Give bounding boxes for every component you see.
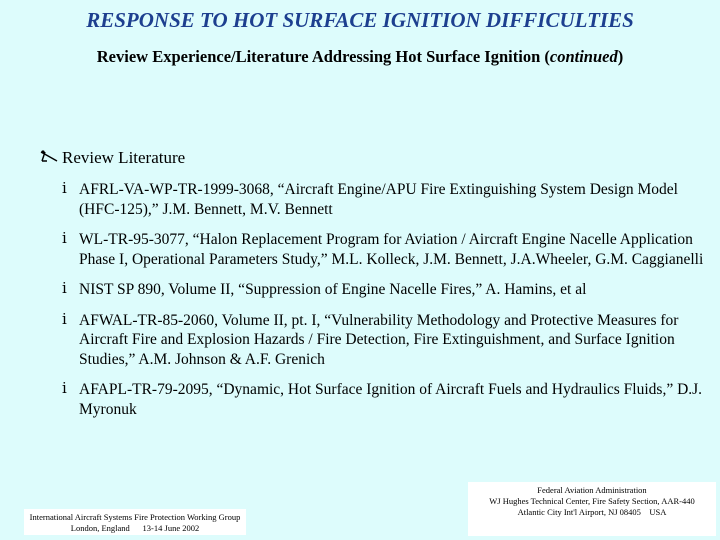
reference-text: AFRL-VA-WP-TR-1999-3068, “Aircraft Engine/APU Fire Extinguishing System Design Model (HFC-125),” J.M. Bennett, M.V. Bennett	[79, 181, 678, 218]
footer-left-line2: London, England 13-14 June 2002	[70, 523, 200, 533]
list-item	[62, 180, 712, 219]
small-bullet-icon: ⅰ	[62, 281, 67, 297]
subtitle-main: Review Experience/Literature Addressing Hot Surface Ignition (	[96, 47, 550, 66]
footer-right-line2: WJ Hughes Technical Center, Fire Safety Section, AAR-440	[489, 496, 695, 506]
list-item	[62, 380, 712, 419]
subtitle-italic: continued	[549, 47, 618, 66]
slide-title: RESPONSE TO HOT SURFACE IGNITION DIFFICULTIES	[86, 8, 634, 32]
footer-left	[24, 509, 246, 535]
section-heading	[40, 148, 185, 168]
footer-right-line3: Atlantic City Int'l Airport, NJ 08405 USA	[517, 507, 667, 517]
reference-list	[62, 180, 712, 430]
list-item	[62, 280, 712, 300]
footer-right-line1: Federal Aviation Administration	[537, 485, 647, 495]
reference-text: NIST SP 890, Volume II, “Suppression of Engine Nacelle Fires,” A. Hamins, et al	[79, 281, 587, 298]
reference-text: AFWAL-TR-85-2060, Volume II, pt. I, “Vulnerability Methodology and Protective Measures for Aircraft Fire and Explosion Hazards / Fire Detection, Fire Extinguishment, and Surface Ignition Studies,” A.M. Johnson & A.F. Grenich	[79, 311, 679, 368]
section-label: Review Literature	[62, 148, 186, 167]
reference-text: WL-TR-95-3077, “Halon Replacement Program for Aviation / Aircraft Engine Nacelle Application Phase I, Operational Parameters Study,” M.L. Kolleck, J.M. Bennett, J.A.Wheeler, G.M. Caggianelli	[79, 231, 704, 268]
small-bullet-icon: ⅰ	[62, 181, 67, 197]
footer-left-line1: International Aircraft Systems Fire Protection Working Group	[29, 512, 241, 522]
reference-text: AFAPL-TR-79-2095, “Dynamic, Hot Surface Ignition of Aircraft Fuels and Hydraulics Fluids,” D.J. Myronuk	[79, 381, 703, 418]
slide-subtitle	[0, 47, 720, 67]
pen-nib-icon	[40, 149, 62, 168]
list-item	[62, 311, 712, 370]
small-bullet-icon: ⅰ	[62, 381, 67, 397]
subtitle-close: )	[617, 47, 624, 66]
list-item	[62, 230, 712, 269]
small-bullet-icon: ⅰ	[62, 231, 67, 247]
footer-right	[468, 482, 716, 536]
small-bullet-icon: ⅰ	[62, 311, 67, 328]
